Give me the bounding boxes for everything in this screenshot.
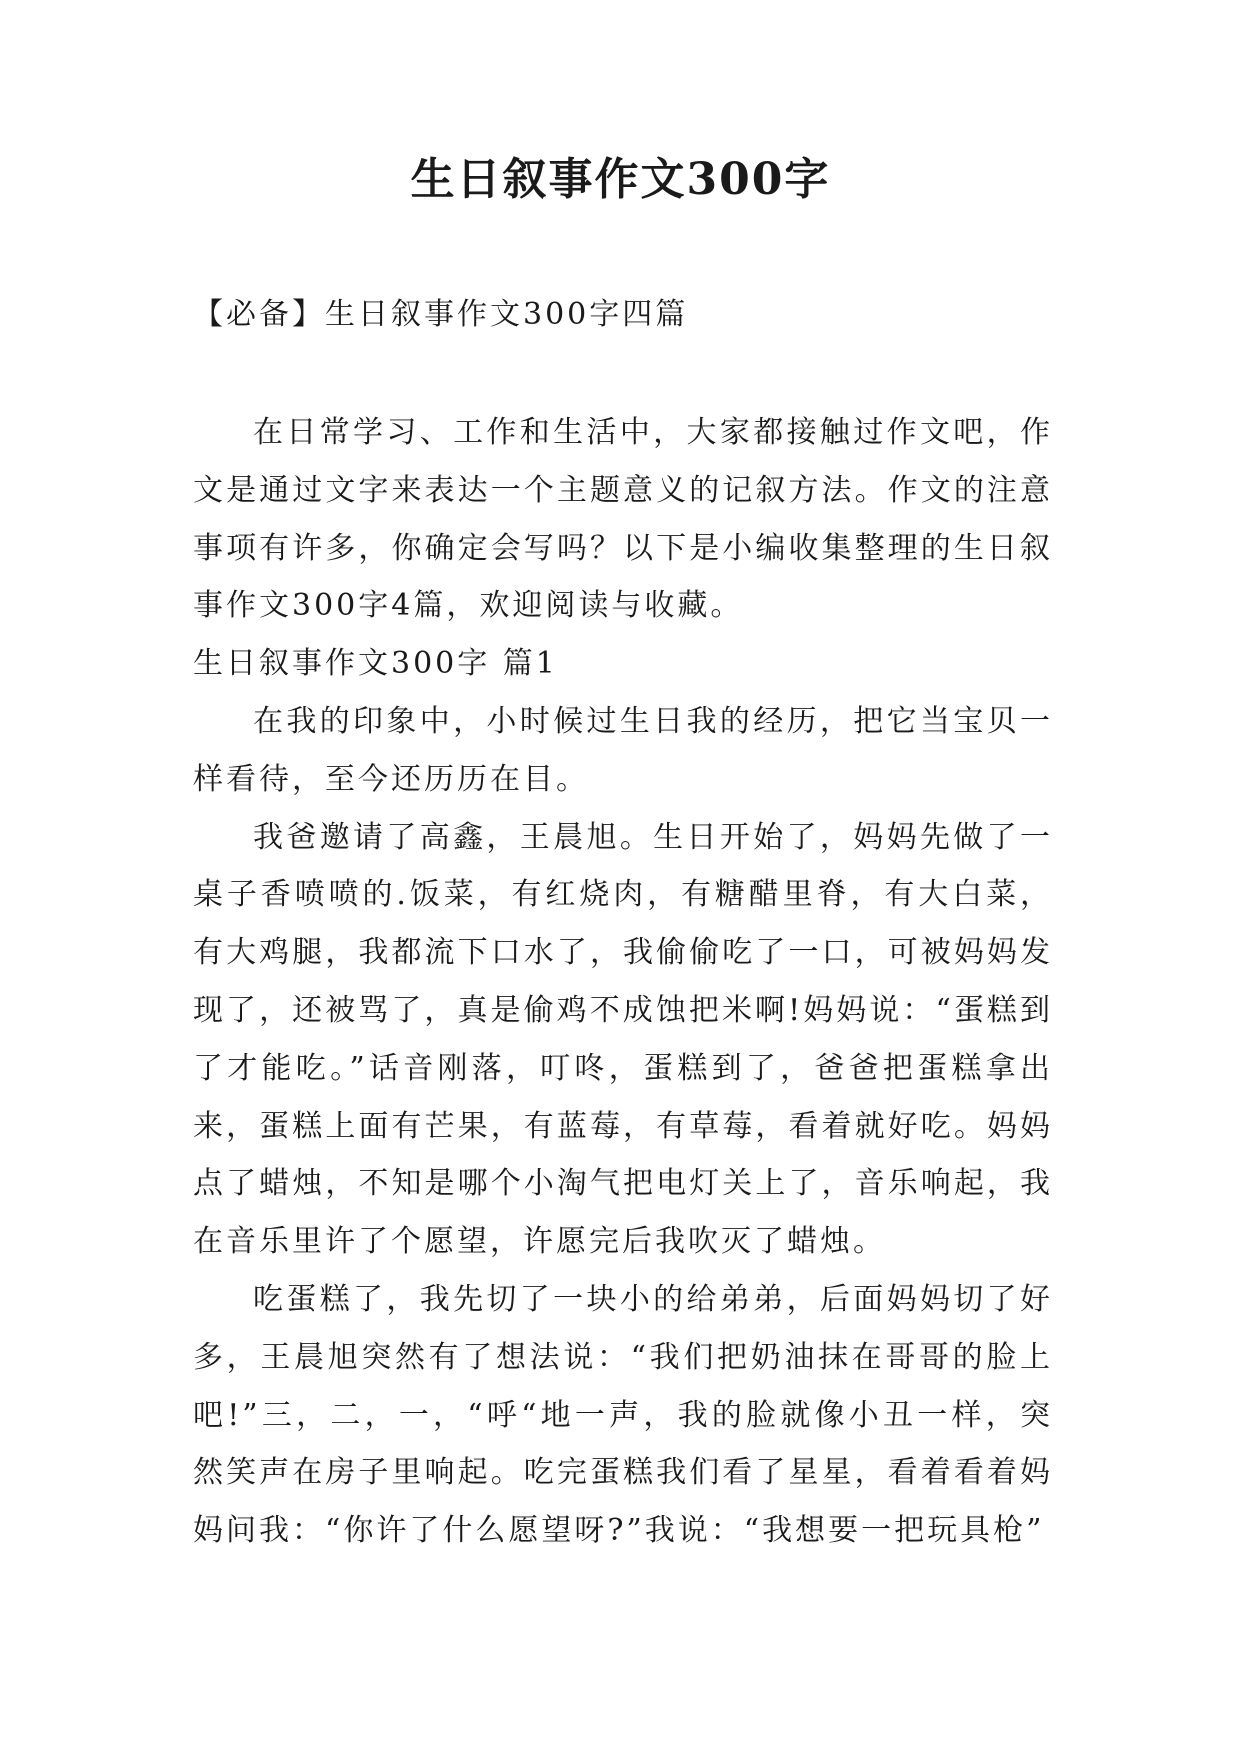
document-title: 生日叙事作文300字 — [410, 154, 831, 205]
body-paragraph: 我爸邀请了高鑫，王晨旭。生日开始了，妈妈先做了一桌子香喷喷的.饭菜，有红烧肉，有糖醋里脊，有大白菜，有大鸡腿，我都流下口水了，我偷偷吃了一口，可被妈妈发现了，还被骂了，真是偷鸡不成蚀把米啊!妈妈说：“蛋糕到了才能吃。”话音刚落，叮咚，蛋糕到了，爸爸把蛋糕拿出来，蛋糕上面有芒果，有蓝莓，有草莓，看着就好吃。妈妈点了蜡烛，不知是哪个小淘气把电灯关上了，音乐响起，我在音乐里许了个愿望，许愿完后我吹灭了蜡烛。 — [193, 819, 1053, 1260]
document-body — [193, 404, 1053, 1560]
intro-paragraph: 在日常学习、工作和生活中，大家都接触过作文吧，作文是通过文字来表达一个主题意义的记叙方法。作文的注意事项有许多，你确定会写吗？以下是小编收集整理的生日叙事作文300字4篇，欢迎阅读与收藏。 — [193, 415, 1053, 624]
section-heading: 生日叙事作文300字 篇1 — [193, 646, 558, 682]
body-paragraph: 吃蛋糕了，我先切了一块小的给弟弟，后面妈妈切了好多，王晨旭突然有了想法说：“我们把奶油抹在哥哥的脸上吧!”三，二，一，“呼“地一声，我的脸就像小丑一样，突然笑声在房子里响起。吃完蛋糕我们看了星星，看着看着妈妈问我：“你许了什么愿望呀?”我说：“我想要一把玩具枪” — [193, 1281, 1053, 1549]
document-subtitle: 【必备】生日叙事作文300字四篇 — [193, 297, 689, 332]
body-paragraph: 在我的印象中，小时候过生日我的经历，把它当宝贝一样看待，至今还历历在目。 — [193, 703, 1053, 797]
